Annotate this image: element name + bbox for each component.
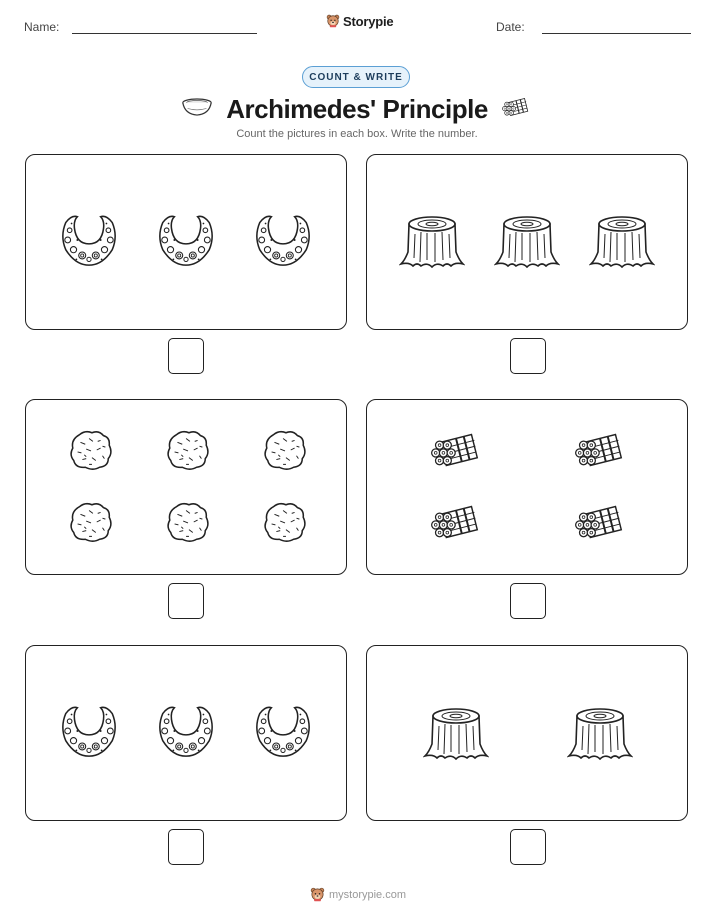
name-label: Name: — [24, 20, 60, 34]
picture-panel-3 — [25, 399, 347, 575]
instructions: Count the pictures in each box. Write the number. — [236, 128, 478, 140]
tree-stump-icon — [399, 212, 465, 270]
date-label: Date: — [496, 20, 525, 34]
answer-box-6[interactable] — [510, 829, 546, 865]
log-bundle-icon — [500, 95, 532, 119]
date-line[interactable] — [542, 33, 691, 34]
brand-name: Storypie — [343, 13, 394, 29]
necklace-icon — [58, 210, 120, 268]
rock-icon — [165, 428, 211, 472]
footer — [310, 886, 406, 903]
picture-panel-5 — [25, 645, 347, 821]
tree-stump-icon — [423, 704, 489, 762]
answer-box-4[interactable] — [510, 583, 546, 619]
picture-panel-6 — [366, 645, 688, 821]
picture-panel-4 — [366, 399, 688, 575]
necklace-icon — [155, 701, 217, 759]
answer-box-2[interactable] — [510, 338, 546, 374]
log-bundle-icon — [427, 500, 485, 544]
bear-icon — [310, 886, 325, 903]
rock-icon — [68, 500, 114, 544]
tree-stump-icon — [589, 212, 655, 270]
footer-link[interactable]: mystorypie.com — [329, 888, 407, 901]
title-row — [0, 92, 714, 126]
name-line[interactable] — [72, 33, 257, 34]
answer-box-3[interactable] — [168, 583, 204, 619]
picture-panel-1 — [25, 154, 347, 330]
answer-box-5[interactable] — [168, 829, 204, 865]
rock-icon — [68, 428, 114, 472]
brand-logo — [326, 13, 393, 29]
log-bundle-icon — [571, 500, 629, 544]
necklace-icon — [58, 701, 120, 759]
necklace-icon — [252, 210, 314, 268]
page-title: Archimedes' Principle — [226, 94, 488, 124]
picture-panel-2 — [366, 154, 688, 330]
rock-icon — [262, 428, 308, 472]
necklace-icon — [155, 210, 217, 268]
answer-box-1[interactable] — [168, 338, 204, 374]
bear-icon — [326, 13, 340, 29]
necklace-icon — [252, 701, 314, 759]
tree-stump-icon — [567, 704, 633, 762]
rock-icon — [165, 500, 211, 544]
tree-stump-icon — [494, 212, 560, 270]
rock-icon — [262, 500, 308, 544]
log-bundle-icon — [571, 428, 629, 472]
log-bundle-icon — [427, 428, 485, 472]
activity-badge: COUNT & WRITE — [302, 66, 410, 88]
